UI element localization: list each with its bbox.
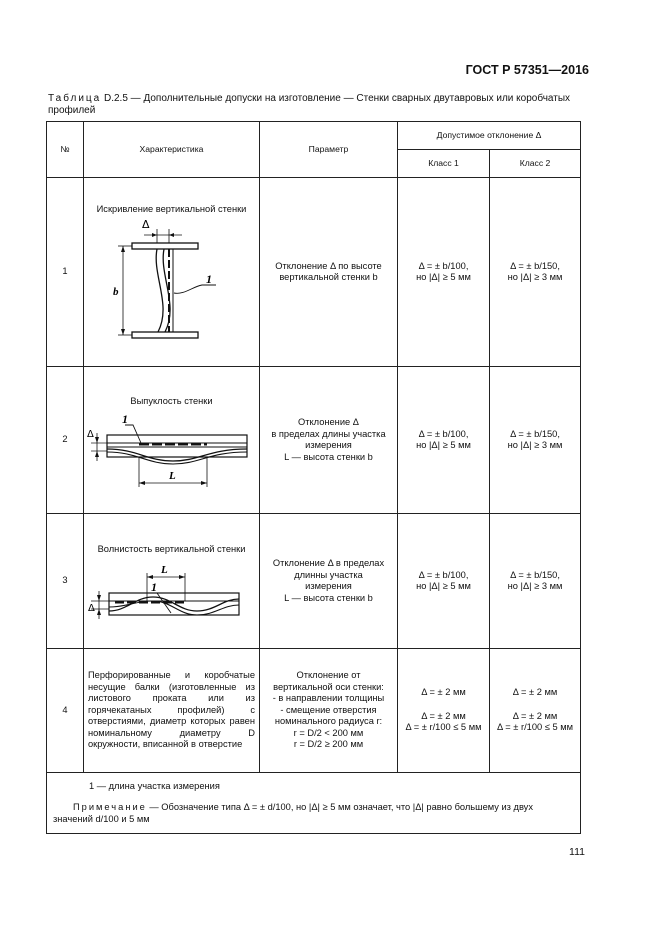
figure-marker-label: 1 [205,272,212,287]
note-label: Примечание [73,801,147,812]
class1-cell [398,178,490,367]
tolerance-table [46,121,581,834]
characteristic-cell [84,649,260,773]
parameter-line: L — высота стенки b [284,451,373,462]
characteristic-text: Перфорированные и коробчатые несущие балки (изготовленные из листового проката или из горячекатаных профилей) с отверстиями, диаметр которых равен номинальному диаметру D окружности, вписанной в отверстие [88,670,255,750]
class1-line: но |Δ| ≥ 5 мм [416,440,471,450]
class1-line: Δ = ± b/100, [418,260,469,271]
parameter-text: Отклонение Δ по высоте вертикальной стенки b [275,260,382,282]
parameter-line: r = D/2 < 200 мм [293,727,364,738]
class1-cell [398,514,490,649]
class2-line: Δ = ± b/150, [510,260,560,271]
class2-line: Δ = ± b/150, [510,569,560,580]
class2-line: Δ = ± 2 мм [512,687,558,698]
class2-cell [490,178,581,367]
class1-line: Δ = ± r/100 ≤ 5 мм [405,722,482,733]
class2-cell [490,367,581,514]
header-tolerance: Допустимое отклонение Δ [398,122,581,150]
parameter-line: - смещение отверстия номинального радиуса r: [274,704,383,727]
header-class2: Класс 2 [490,150,581,178]
parameter-cell [260,514,398,649]
table-row [47,367,581,514]
figure-delta-label: Δ [86,429,94,441]
parameter-line: Отклонение Δ [298,417,359,427]
web-waviness-figure [87,555,257,640]
parameter-line: измерения [305,581,352,591]
figure-L-label: L [160,564,168,577]
header-num: № [47,122,84,178]
table-row [47,514,581,649]
footnote: 1 — длина участка измерения [89,781,220,791]
class2-line: но |Δ| ≥ 3 мм [507,272,563,282]
class2-line: Δ = ± 2 мм [512,710,558,721]
figure-delta-label: Δ [87,603,95,615]
parameter-line: r = D/2 ≥ 200 мм [293,739,364,750]
class2-cell [490,649,581,773]
header-class1: Класс 1 [398,150,490,178]
table-row [47,178,581,367]
table-row [47,649,581,773]
figure-marker-label: 1 [121,412,128,427]
characteristic-cell [84,178,260,367]
class1-cell [398,367,490,514]
parameter-line: длинны участка [294,569,363,580]
characteristic-title: Искривление вертикальной стенки [96,203,247,214]
class1-line: Δ = ± 2 мм [421,710,466,721]
parameter-line: L — высота стенки b [284,592,373,603]
parameter-line: вертикальной оси стенки: [273,681,384,692]
note [53,801,574,825]
parameter-line: Отклонение Δ в пределах [272,558,385,568]
web-curvature-figure [102,215,242,350]
class1-cell [398,649,490,773]
characteristic-cell [84,367,260,514]
figure-b-label: b [112,286,118,299]
row-number: 3 [47,514,84,649]
class1-line: Δ = ± b/100, [418,428,469,439]
parameter-cell [260,649,398,773]
class1-line: Δ = ± 2 мм [421,687,466,698]
class2-line: но |Δ| ≥ 3 мм [507,440,563,450]
header-parameter: Параметр [260,122,398,178]
page-number: 111 [569,846,585,858]
parameter-cell [260,367,398,514]
row-number: 1 [47,178,84,367]
class2-line: Δ = ± r/100 ≤ 5 мм [497,722,573,733]
web-bulge-figure [87,407,257,502]
class2-line: Δ = ± b/150, [510,428,560,439]
class1-line: Δ = ± b/100, [418,569,469,580]
characteristic-title: Волнистость вертикальной стенки [97,543,246,554]
parameter-line: в пределах длины участка [271,428,386,439]
characteristic-cell [84,514,260,649]
figure-marker-label: 1 [150,580,157,595]
class1-line: но |Δ| ≥ 5 мм [416,272,471,282]
parameter-line: Отклонение от [296,670,361,681]
characteristic-title: Выпуклость стенки [130,395,213,406]
header-characteristic: Характеристика [84,122,260,178]
figure-delta-label: Δ [141,218,150,232]
caption-text: D.2.5 — Дополнительные допуски на изготовление — Стенки сварных двутавровых или коробчатых профилей [48,93,571,116]
parameter-cell [260,178,398,367]
class2-cell [490,514,581,649]
caption-label: Таблица [48,93,102,104]
table-caption [48,93,588,117]
row-number: 4 [47,649,84,773]
note-text: — Обозначение типа Δ = ± d/100, но |Δ| ≥ 5 мм означает, что |Δ| равно большему из двух значений d/100 и 5 мм [53,801,533,824]
parameter-line: измерения [305,440,352,450]
class1-line: но |Δ| ≥ 5 мм [416,581,471,591]
figure-L-label: L [168,470,176,483]
standard-code: ГОСТ Р 57351—2016 [465,63,589,77]
parameter-line: - в направлении толщины [272,693,385,704]
row-number: 2 [47,367,84,514]
table-footer [47,773,581,834]
class2-line: но |Δ| ≥ 3 мм [507,581,563,591]
